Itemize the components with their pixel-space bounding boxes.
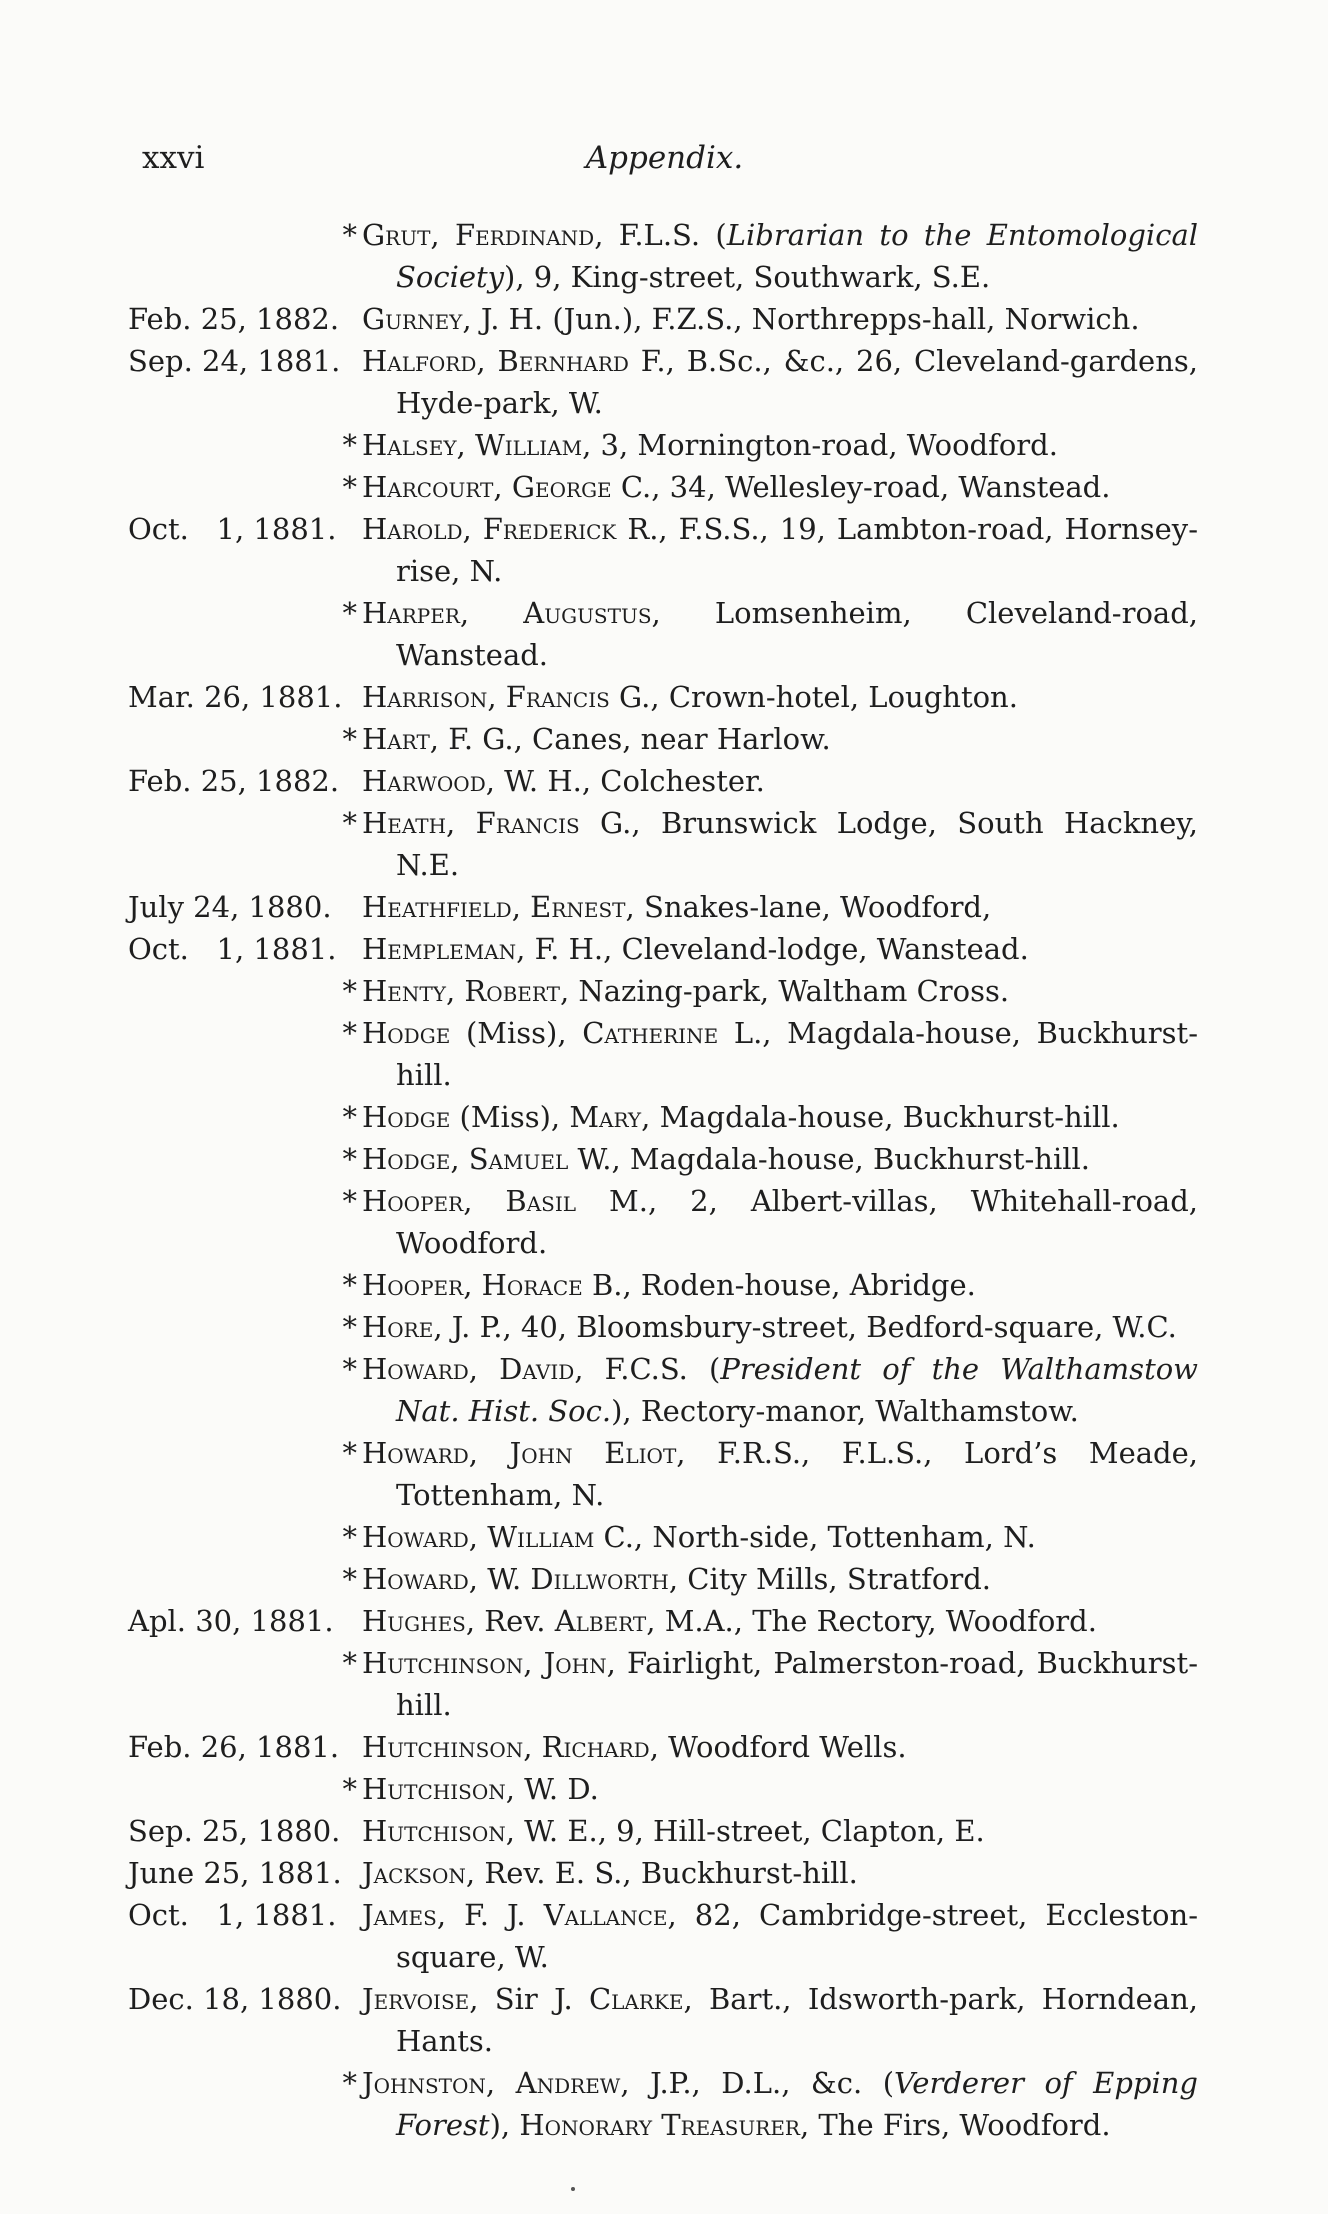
member-details xyxy=(362,508,1198,592)
entry-text: R., F.S.S., 19, Lambton-road, Hornsey-rise, N. xyxy=(396,512,1198,588)
name-smallcaps: Halsey xyxy=(362,428,457,462)
member-details xyxy=(362,1726,1198,1768)
name-smallcaps: Howard xyxy=(362,1352,469,1386)
entry-text: C., 34, Wellesley-road, Wanstead. xyxy=(611,470,1111,504)
name-smallcaps: Harwood xyxy=(362,764,486,798)
name-smallcaps: Harrison xyxy=(362,680,488,714)
name-smallcaps: Hodge xyxy=(362,1016,451,1050)
name-smallcaps: John Eliot xyxy=(509,1436,677,1470)
member-entry xyxy=(128,1894,1198,1978)
name-smallcaps: Grut xyxy=(362,218,431,252)
member-details xyxy=(362,1894,1198,1978)
entry-text: , J.P., D.L., &c. ( xyxy=(620,2066,895,2100)
entry-text: , City Mills, Stratford. xyxy=(668,1562,992,1596)
member-details xyxy=(362,718,1198,760)
entry-text: , Rev. E. S., Buckhurst-hill. xyxy=(465,1856,858,1890)
name-smallcaps: Dillworth xyxy=(530,1562,669,1596)
entry-text: F., B.Sc., &c., 26, Cleveland-gardens, Hyde-park, W. xyxy=(396,344,1198,420)
entry-text: , Sir J. xyxy=(469,1982,589,2016)
name-smallcaps: Hughes xyxy=(362,1604,466,1638)
member-entry xyxy=(128,424,1198,466)
entry-text: C., North-side, Tottenham, N. xyxy=(594,1520,1036,1554)
entry-text: , xyxy=(493,470,512,504)
member-entry xyxy=(128,970,1198,1012)
entry-text: G., Brunswick Lodge, South Hackney, N.E. xyxy=(396,806,1199,882)
entry-text: , 82, Cambridge-street, Eccleston-square, W. xyxy=(396,1898,1198,1974)
founder-asterisk: * xyxy=(342,1562,357,1596)
entry-text: , F. H., Cleveland-lodge, Wanstead. xyxy=(516,932,1029,966)
name-smallcaps: Hodge xyxy=(362,1100,451,1134)
entry-text: , xyxy=(511,890,531,924)
founder-asterisk: * xyxy=(342,806,357,840)
name-smallcaps: Albert xyxy=(554,1604,647,1638)
entry-text: , W. xyxy=(468,1562,531,1596)
name-smallcaps: Hart xyxy=(362,722,430,756)
entry-text: , The Firs, Woodford. xyxy=(800,2108,1111,2142)
name-smallcaps: Frederick xyxy=(482,512,617,546)
name-smallcaps: Hutchinson xyxy=(362,1646,524,1680)
entry-text: W., Magdala-house, Buckhurst-hill. xyxy=(568,1142,1091,1176)
member-entry xyxy=(128,760,1198,802)
founder-asterisk: * xyxy=(342,1436,357,1470)
election-date: Mar. 26, 1881. xyxy=(128,680,343,714)
member-entry xyxy=(128,676,1198,718)
founder-asterisk: * xyxy=(342,596,357,630)
member-entry xyxy=(128,1600,1198,1642)
entry-text: , Rev. xyxy=(465,1604,555,1638)
entry-text: , xyxy=(430,218,455,252)
member-entry xyxy=(128,1810,1198,1852)
name-smallcaps: Horace xyxy=(481,1268,583,1302)
name-smallcaps: Johnston xyxy=(362,2066,486,2100)
member-details xyxy=(362,970,1198,1012)
name-smallcaps: Halford xyxy=(362,344,477,378)
election-date: Oct. 1, 1881. xyxy=(128,512,337,546)
member-details xyxy=(362,214,1198,298)
founder-asterisk: * xyxy=(342,1772,357,1806)
name-smallcaps: Vallance xyxy=(543,1898,668,1932)
founder-asterisk: * xyxy=(342,1142,357,1176)
name-smallcaps: William xyxy=(487,1520,595,1554)
entry-text: , xyxy=(445,974,465,1008)
title-italic: President of the Walthamstow Nat. Hist. Soc. xyxy=(396,1352,1198,1428)
member-details xyxy=(362,1600,1198,1642)
election-date: Sep. 24, 1881. xyxy=(128,344,341,378)
name-smallcaps: Catherine xyxy=(582,1016,719,1050)
member-entry xyxy=(128,1852,1198,1894)
member-details xyxy=(362,1348,1198,1432)
title-italic: Verderer of Epping Forest xyxy=(396,2066,1198,2142)
member-entry xyxy=(128,1516,1198,1558)
name-smallcaps: Heathfield xyxy=(362,890,512,924)
name-smallcaps: James xyxy=(362,1898,437,1932)
entry-text: ), 9, King-street, Southwark, S.E. xyxy=(504,260,991,294)
name-smallcaps: David xyxy=(499,1352,575,1386)
entry-text: , xyxy=(485,2066,516,2100)
entry-text: , W. E., 9, Hill-street, Clapton, E. xyxy=(505,1814,985,1848)
name-smallcaps: Hore xyxy=(362,1310,434,1344)
member-details xyxy=(362,1642,1198,1726)
member-entry xyxy=(128,1768,1198,1810)
page-header xyxy=(142,140,1187,180)
member-details xyxy=(362,676,1198,718)
name-smallcaps: Ferdinand xyxy=(454,218,595,252)
member-entry xyxy=(128,466,1198,508)
name-smallcaps: Honorary Treasurer xyxy=(519,2108,800,2142)
name-smallcaps: Harper xyxy=(362,596,460,630)
member-details xyxy=(362,1852,1198,1894)
name-smallcaps: Bernhard xyxy=(497,344,629,378)
member-details xyxy=(362,1012,1198,1096)
entry-text: , xyxy=(463,1184,506,1218)
election-date: Oct. 1, 1881. xyxy=(128,932,337,966)
entry-text: M., 2, Albert-villas, Whitehall-road, Woodford. xyxy=(396,1184,1198,1260)
entry-text: , Snakes-lane, Woodford, xyxy=(625,890,992,924)
entry-text: , xyxy=(487,680,506,714)
member-entry xyxy=(128,1642,1198,1726)
name-smallcaps: Mary xyxy=(569,1100,642,1134)
name-smallcaps: Harold xyxy=(362,512,463,546)
name-smallcaps: Hutchinson xyxy=(362,1730,524,1764)
member-details xyxy=(362,424,1198,466)
member-entry xyxy=(128,1180,1198,1264)
founder-asterisk: * xyxy=(342,1184,357,1218)
founder-asterisk: * xyxy=(342,1100,357,1134)
member-entry xyxy=(128,1978,1198,2062)
entry-text: , Lomsenheim, Cleveland-road, Wanstead. xyxy=(396,596,1198,672)
member-details xyxy=(362,802,1198,886)
member-list xyxy=(128,214,1198,2146)
member-details xyxy=(362,340,1198,424)
election-date: July 24, 1880. xyxy=(128,890,332,924)
member-entry xyxy=(128,1348,1198,1432)
title-italic: Librarian to the Entomological Society xyxy=(396,218,1199,294)
page-mark xyxy=(571,2187,575,2191)
entry-text: , xyxy=(468,1520,488,1554)
founder-asterisk: * xyxy=(342,974,357,1008)
entry-text: , F.L.S. ( xyxy=(594,218,727,252)
name-smallcaps: Hempleman xyxy=(362,932,517,966)
name-smallcaps: Henty xyxy=(362,974,446,1008)
member-details xyxy=(362,1810,1198,1852)
entry-text: , J. H. (Jun.), F.Z.S., Northrepps-hall, Norwich. xyxy=(462,302,1140,336)
name-smallcaps: Augustus xyxy=(523,596,652,630)
name-smallcaps: George xyxy=(511,470,612,504)
entry-text: (Miss), xyxy=(450,1016,583,1050)
entry-text: , xyxy=(456,428,475,462)
entry-text: , 3, Mornington-road, Woodford. xyxy=(582,428,1058,462)
member-entry xyxy=(128,508,1198,592)
entry-text: , Nazing-park, Waltham Cross. xyxy=(559,974,1010,1008)
entry-text: , Woodford Wells. xyxy=(649,1730,907,1764)
member-details xyxy=(362,1264,1198,1306)
name-smallcaps: Howard xyxy=(362,1520,469,1554)
election-date: Feb. 25, 1882. xyxy=(128,764,340,798)
member-entry xyxy=(128,1432,1198,1516)
member-entry xyxy=(128,718,1198,760)
entry-text: , F. G., Canes, near Harlow. xyxy=(429,722,831,756)
name-smallcaps: Ernest xyxy=(530,890,626,924)
member-entry xyxy=(128,340,1198,424)
name-smallcaps: Richard xyxy=(541,1730,650,1764)
member-entry xyxy=(128,2062,1198,2146)
name-smallcaps: Samuel xyxy=(468,1142,569,1176)
member-entry xyxy=(128,298,1198,340)
name-smallcaps: Hutchison xyxy=(362,1814,506,1848)
entry-text: G., Crown-hotel, Loughton. xyxy=(609,680,1018,714)
name-smallcaps: Andrew xyxy=(515,2066,621,2100)
entry-text: , Fairlight, Palmerston-road, Buckhurst-hill. xyxy=(396,1646,1199,1722)
election-date: Apl. 30, 1881. xyxy=(128,1604,334,1638)
entry-text: , Bart., Idsworth-park, Horndean, Hants. xyxy=(396,1982,1198,2058)
member-details xyxy=(362,1558,1198,1600)
name-smallcaps: John xyxy=(543,1646,607,1680)
member-entry xyxy=(128,1138,1198,1180)
entry-text: , F.C.S. ( xyxy=(574,1352,721,1386)
name-smallcaps: Jervoise xyxy=(362,1982,470,2016)
election-date: June 25, 1881. xyxy=(128,1856,342,1890)
founder-asterisk: * xyxy=(342,1310,357,1344)
member-entry xyxy=(128,1726,1198,1768)
member-entry xyxy=(128,1012,1198,1096)
name-smallcaps: Hodge xyxy=(362,1142,451,1176)
name-smallcaps: Clarke xyxy=(588,1982,684,2016)
name-smallcaps: Basil xyxy=(505,1184,577,1218)
entry-text: (Miss), xyxy=(450,1100,570,1134)
entry-text: , xyxy=(459,596,524,630)
member-details xyxy=(362,760,1198,802)
founder-asterisk: * xyxy=(342,428,357,462)
running-title: Appendix. xyxy=(585,140,744,176)
name-smallcaps: Heath xyxy=(362,806,447,840)
entry-text: , xyxy=(446,806,476,840)
member-details xyxy=(362,2062,1198,2146)
name-smallcaps: Howard xyxy=(362,1436,469,1470)
entry-text: B., Roden-house, Abridge. xyxy=(582,1268,976,1302)
name-smallcaps: Howard xyxy=(362,1562,469,1596)
founder-asterisk: * xyxy=(342,1016,357,1050)
founder-asterisk: * xyxy=(342,1352,357,1386)
name-smallcaps: Hooper xyxy=(362,1268,464,1302)
name-smallcaps: Francis xyxy=(475,806,580,840)
founder-asterisk: * xyxy=(342,1268,357,1302)
name-smallcaps: Hutchison xyxy=(362,1772,506,1806)
founder-asterisk: * xyxy=(342,218,357,252)
entry-text: , W. D. xyxy=(505,1772,599,1806)
member-details xyxy=(362,886,1198,928)
entry-text: , xyxy=(476,344,498,378)
name-smallcaps: Gurney xyxy=(362,302,463,336)
election-date: Feb. 25, 1882. xyxy=(128,302,340,336)
founder-asterisk: * xyxy=(342,1646,357,1680)
election-date: Feb. 26, 1881. xyxy=(128,1730,340,1764)
entry-text: , xyxy=(450,1142,469,1176)
member-entry xyxy=(128,1558,1198,1600)
member-details xyxy=(362,1516,1198,1558)
founder-asterisk: * xyxy=(342,2066,357,2100)
entry-text: ), Rectory-manor, Walthamstow. xyxy=(611,1394,1079,1428)
founder-asterisk: * xyxy=(342,470,357,504)
election-date: Oct. 1, 1881. xyxy=(128,1898,337,1932)
entry-text: , M.A., The Rectory, Woodford. xyxy=(646,1604,1097,1638)
entry-text: L., Magdala-house, Buckhurst-hill. xyxy=(396,1016,1198,1092)
member-entry xyxy=(128,214,1198,298)
entry-text: ), xyxy=(489,2108,520,2142)
entry-text: , xyxy=(523,1646,544,1680)
entry-text: , xyxy=(468,1352,500,1386)
member-entry xyxy=(128,1264,1198,1306)
name-smallcaps: William xyxy=(474,428,583,462)
entry-text: , xyxy=(523,1730,542,1764)
page-number: xxvi xyxy=(142,140,205,176)
entry-text: , F. J. xyxy=(436,1898,544,1932)
member-details xyxy=(362,298,1198,340)
name-smallcaps: Hooper xyxy=(362,1184,464,1218)
founder-asterisk: * xyxy=(342,1520,357,1554)
name-smallcaps: Robert xyxy=(464,974,560,1008)
member-entry xyxy=(128,1306,1198,1348)
entry-text: , xyxy=(462,512,483,546)
entry-text: , F.R.S., F.L.S., Lord’s Meade, Tottenham, N. xyxy=(396,1436,1198,1512)
name-smallcaps: Jackson xyxy=(362,1856,466,1890)
member-entry xyxy=(128,1096,1198,1138)
member-details xyxy=(362,592,1198,676)
member-entry xyxy=(128,592,1198,676)
entry-text: , W. H., Colchester. xyxy=(485,764,765,798)
founder-asterisk: * xyxy=(342,722,357,756)
member-entry xyxy=(128,802,1198,886)
member-details xyxy=(362,1180,1198,1264)
member-details xyxy=(362,928,1198,970)
member-entry xyxy=(128,928,1198,970)
member-details xyxy=(362,1306,1198,1348)
member-details xyxy=(362,1138,1198,1180)
name-smallcaps: Francis xyxy=(505,680,610,714)
member-details xyxy=(362,1432,1198,1516)
entry-text: , xyxy=(463,1268,482,1302)
entry-text: , Magdala-house, Buckhurst-hill. xyxy=(641,1100,1120,1134)
entry-text: , xyxy=(468,1436,510,1470)
member-entry xyxy=(128,886,1198,928)
member-details xyxy=(362,466,1198,508)
election-date: Dec. 18, 1880. xyxy=(128,1982,342,2016)
member-details xyxy=(362,1096,1198,1138)
member-details xyxy=(362,1768,1198,1810)
name-smallcaps: Harcourt xyxy=(362,470,494,504)
member-details xyxy=(362,1978,1198,2062)
entry-text: , J. P., 40, Bloomsbury-street, Bedford-square, W.C. xyxy=(433,1310,1177,1344)
election-date: Sep. 25, 1880. xyxy=(128,1814,341,1848)
